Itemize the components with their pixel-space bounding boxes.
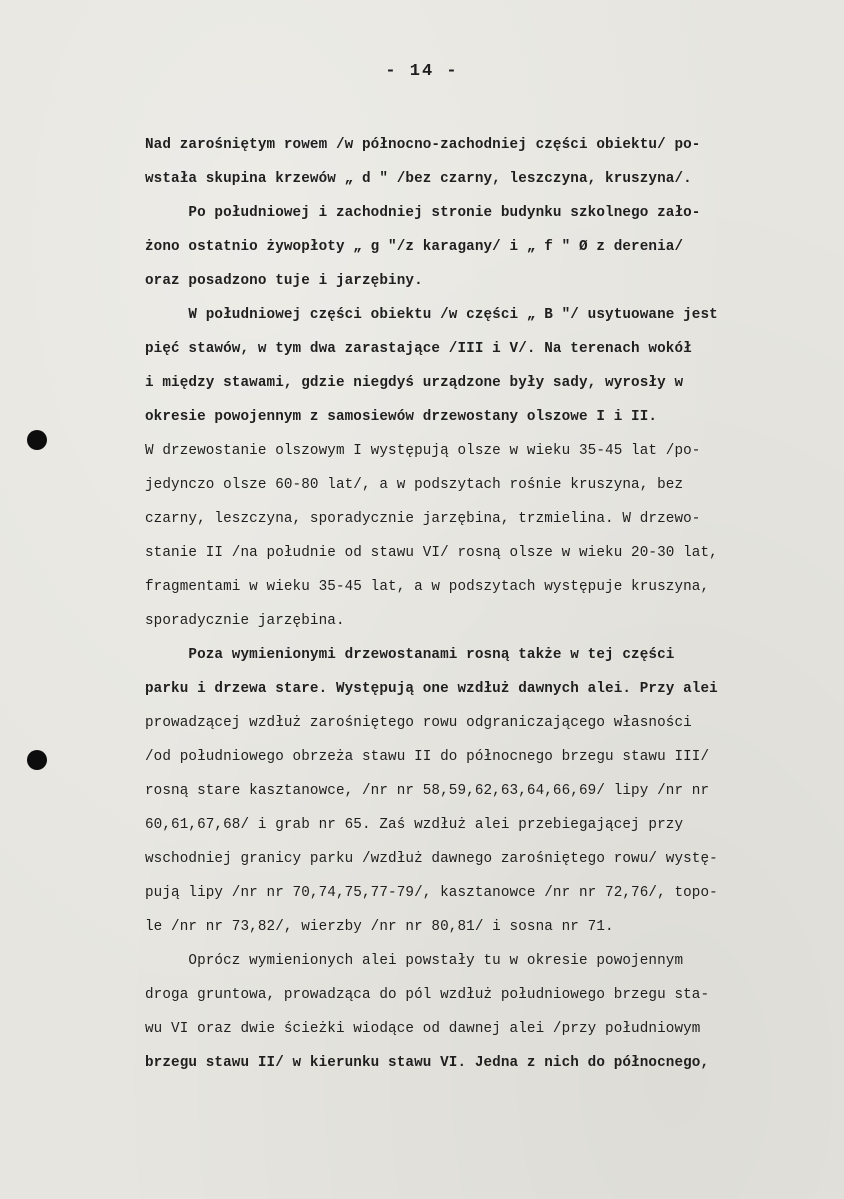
- punch-hole-top: [27, 430, 47, 450]
- page-number: - 14 -: [385, 62, 459, 81]
- text-line: Po południowej i zachodniej stronie budynku szkolnego zało-: [145, 205, 701, 221]
- text-line: wschodniej granicy parku /wzdłuż dawnego zarośniętego rowu/ wystę-: [145, 851, 718, 867]
- text-line: W drzewostanie olszowym I występują olsze w wieku 35-45 lat /po-: [145, 443, 701, 459]
- text-line: le /nr nr 73,82/, wierzby /nr nr 80,81/ i sosna nr 71.: [145, 919, 614, 935]
- text-line: wu VI oraz dwie ścieżki wiodące od dawnej alei /przy południowym: [145, 1021, 701, 1037]
- text-line: W południowej części obiektu /w części „ B "/ usytuowane jest: [145, 307, 718, 323]
- text-line: czarny, leszczyna, sporadycznie jarzębina, trzmielina. W drzewo-: [145, 511, 701, 527]
- text-line: pięć stawów, w tym dwa zarastające /III i V/. Na terenach wokół: [145, 341, 692, 357]
- text-line: okresie powojennym z samosiewów drzewostany olszowe I i II.: [145, 409, 658, 425]
- body-text: [145, 128, 835, 1080]
- text-line: i między stawami, gdzie niegdyś urządzone były sady, wyrosły w: [145, 375, 684, 391]
- text-line: fragmentami w wieku 35-45 lat, a w podszytach występuje kruszyna,: [145, 579, 710, 595]
- text-line: /od południowego obrzeża stawu II do północnego brzegu stawu III/: [145, 749, 710, 765]
- text-line: pują lipy /nr nr 70,74,75,77-79/, kasztanowce /nr nr 72,76/, topo-: [145, 885, 718, 901]
- text-line: żono ostatnio żywopłoty „ g "/z karagany/ i „ f " Ø z derenia/: [145, 239, 684, 255]
- text-line: stanie II /na południe od stawu VI/ rosną olsze w wieku 20-30 lat,: [145, 545, 718, 561]
- text-line: oraz posadzono tuje i jarzębiny.: [145, 273, 423, 289]
- text-line: wstała skupina krzewów „ d " /bez czarny, leszczyna, kruszyna/.: [145, 171, 692, 187]
- text-line: parku i drzewa stare. Występują one wzdłuż dawnych alei. Przy alei: [145, 681, 718, 697]
- text-line: jedynczo olsze 60-80 lat/, a w podszytach rośnie kruszyna, bez: [145, 477, 684, 493]
- punch-hole-bottom: [27, 750, 47, 770]
- text-line: brzegu stawu II/ w kierunku stawu VI. Jedna z nich do północnego,: [145, 1055, 710, 1071]
- text-line: 60,61,67,68/ i grab nr 65. Zaś wzdłuż alei przebiegającej przy: [145, 817, 684, 833]
- text-line: Oprócz wymienionych alei powstały tu w okresie powojennym: [145, 953, 684, 969]
- text-line: Nad zarośniętym rowem /w północno-zachodniej części obiektu/ po-: [145, 137, 701, 153]
- text-line: Poza wymienionymi drzewostanami rosną także w tej części: [145, 647, 675, 663]
- text-line: prowadzącej wzdłuż zarośniętego rowu odgraniczającego własności: [145, 715, 692, 731]
- text-line: sporadycznie jarzębina.: [145, 613, 345, 629]
- text-line: rosną stare kasztanowce, /nr nr 58,59,62,63,64,66,69/ lipy /nr nr: [145, 783, 710, 799]
- text-line: droga gruntowa, prowadząca do pól wzdłuż południowego brzegu sta-: [145, 987, 710, 1003]
